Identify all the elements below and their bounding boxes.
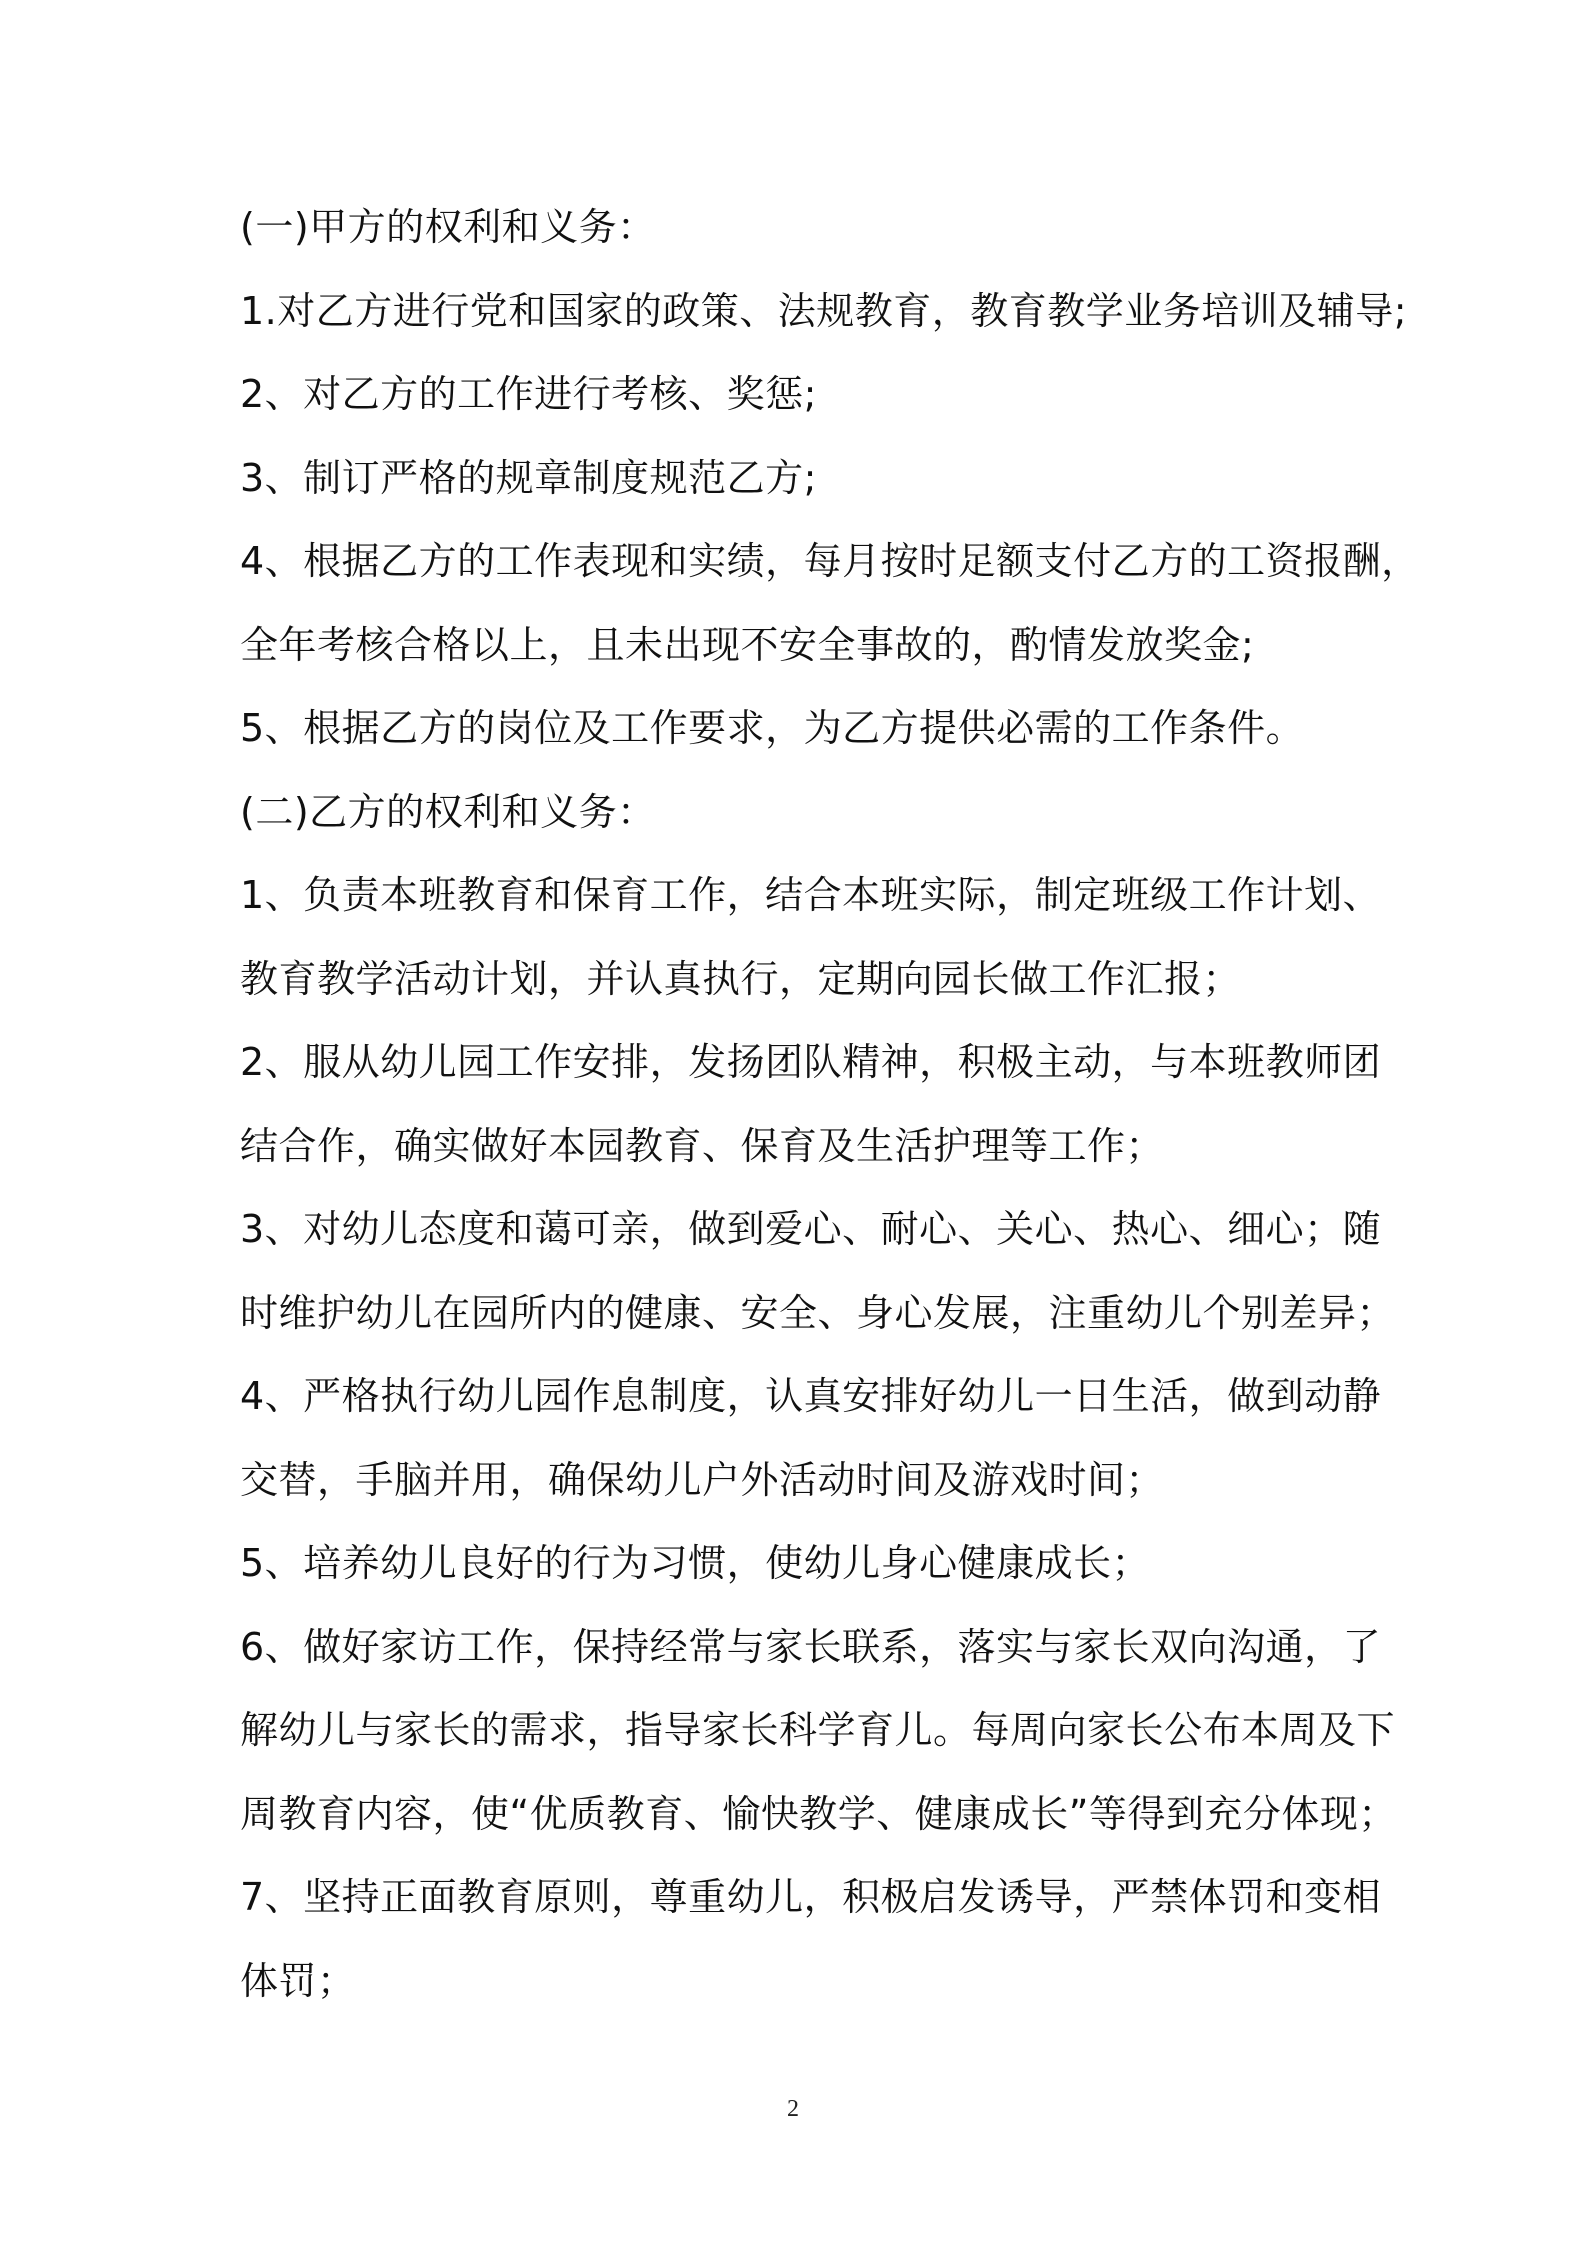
- text-line: 4、严格执行幼儿园作息制度，认真安排好幼儿一日生活，做到动静: [240, 1374, 1382, 1418]
- text-line: 4、根据乙方的工作表现和实绩，每月按时足额支付乙方的工资报酬，: [240, 539, 1420, 583]
- text-line: 3、对幼儿态度和蔼可亲，做到爱心、耐心、关心、热心、细心；随: [240, 1207, 1382, 1251]
- text-line: 2、对乙方的工作进行考核、奖惩;: [240, 372, 817, 416]
- section-heading-party-b: (二)乙方的权利和义务：: [240, 789, 656, 834]
- text-line: 5、培养幼儿良好的行为习惯，使幼儿身心健康成长；: [240, 1541, 1151, 1585]
- text-line: 全年考核合格以上，且未出现不安全事故的，酌情发放奖金;: [240, 622, 1255, 667]
- text-line: 6、做好家访工作，保持经常与家长联系，落实与家长双向沟通，了: [240, 1624, 1382, 1669]
- text-line: 2、服从幼儿园工作安排，发扬团队精神，积极主动，与本班教师团: [240, 1040, 1382, 1084]
- text-line: 7、坚持正面教育原则，尊重幼儿，积极启发诱导，严禁体罚和变相: [240, 1875, 1382, 1919]
- text-line: 1、负责本班教育和保育工作，结合本班实际，制定班级工作计划、: [240, 873, 1382, 917]
- text-line: 时维护幼儿在园所内的健康、安全、身心发展，注重幼儿个别差异；: [240, 1290, 1396, 1335]
- page-number: 2: [787, 2096, 799, 2122]
- document-body: [240, 186, 1420, 2023]
- text-line: 教育教学活动计划，并认真执行，定期向园长做工作汇报；: [240, 956, 1242, 1001]
- text-line: 1.对乙方进行党和国家的政策、法规教育，教育教学业务培训及辅导;: [240, 288, 1408, 333]
- text-line: 交替，手脑并用，确保幼儿户外活动时间及游戏时间；: [240, 1457, 1165, 1502]
- text-line: 体罚；: [240, 1958, 356, 2003]
- text-line: 5、根据乙方的岗位及工作要求，为乙方提供必需的工作条件。: [240, 706, 1305, 750]
- text-line: 解幼儿与家长的需求，指导家长科学育儿。每周向家长公布本周及下: [240, 1708, 1396, 1752]
- text-line: 周教育内容，使“优质教育、愉快教学、健康成长”等得到充分体现；: [240, 1791, 1397, 1836]
- text-line: 结合作，确实做好本园教育、保育及生活护理等工作；: [240, 1123, 1165, 1168]
- text-line: 3、制订严格的规章制度规范乙方;: [240, 455, 817, 500]
- section-heading-party-a: (一)甲方的权利和义务：: [240, 205, 656, 249]
